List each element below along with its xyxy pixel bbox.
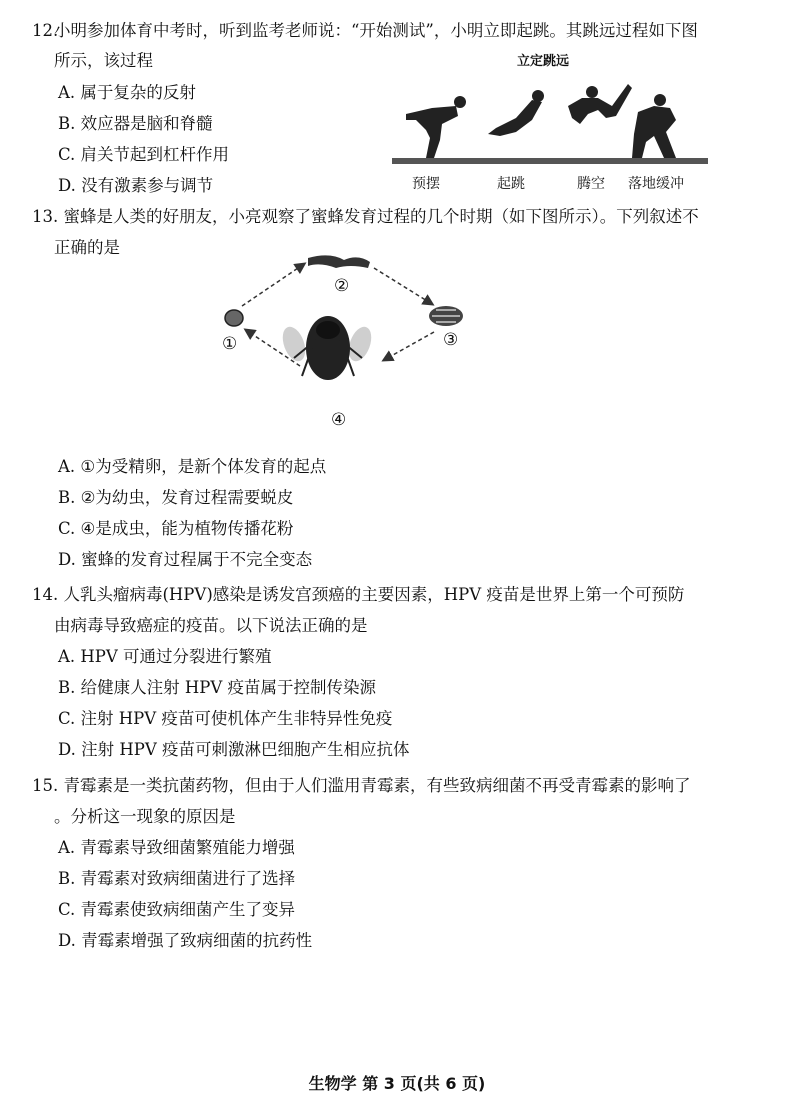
jump-figure-title: 立定跳远 — [517, 54, 570, 69]
jumper-preswing-silhouette — [406, 96, 466, 158]
label-pupa: ③ — [443, 330, 459, 350]
jumper-takeoff-silhouette — [488, 90, 544, 136]
q12-option-c: C. 肩关节起到杠杆作用 — [58, 145, 230, 164]
larva-shape — [308, 255, 370, 268]
q13-stem-line1: 13. 蜜蜂是人类的好朋友，小亮观察了蜜蜂发育过程的几个时期（如下图所示）。下列叙述不 — [32, 207, 699, 226]
q13-stem-line2: 正确的是 — [54, 238, 120, 257]
q15-option-c: C. 青霉素使致病细菌产生了变异 — [58, 900, 296, 919]
stage-label-preswing: 预摆 — [412, 176, 440, 192]
long-jump-figure — [392, 84, 712, 164]
stage-label-flight: 腾空 — [577, 176, 605, 192]
q14-stem-line1: 14. 人乳头瘤病毒(HPV)感染是诱发宫颈癌的主要因素，HPV 疫苗是世界上第一个可预防 — [32, 585, 685, 604]
q14-option-b: B. 给健康人注射 HPV 疫苗属于控制传染源 — [58, 678, 377, 697]
q15-option-b: B. 青霉素对致病细菌进行了选择 — [58, 869, 296, 888]
q14-option-a: A. HPV 可通过分裂进行繁殖 — [58, 647, 272, 666]
q12-stem-line2: 所示，该过程 — [54, 51, 153, 70]
q13-option-a: A. ①为受精卵，是新个体发育的起点 — [58, 457, 327, 476]
label-egg: ① — [222, 334, 238, 354]
q14-stem-line2: 由病毒导致癌症的疫苗。以下说法正确的是 — [54, 616, 368, 635]
q13-option-d: D. 蜜蜂的发育过程属于不完全变态 — [58, 550, 313, 569]
label-larva: ② — [334, 276, 350, 296]
q12-option-d: D. 没有激素参与调节 — [58, 176, 214, 195]
q14-option-d: D. 注射 HPV 疫苗可刺激淋巴细胞产生相应抗体 — [58, 740, 410, 759]
page-footer: 生物学 第 3 页(共 6 页) — [308, 1074, 486, 1093]
jumper-landing-silhouette — [632, 94, 676, 158]
q12-option-b: B. 效应器是脑和脊髓 — [58, 114, 213, 133]
egg-shape — [225, 310, 243, 326]
q15-stem-line2: 。分析这一现象的原因是 — [54, 807, 236, 826]
label-adult: ④ — [331, 410, 347, 430]
stage-label-takeoff: 起跳 — [497, 176, 525, 192]
adult-bee-shape — [278, 316, 375, 380]
q15-option-d: D. 青霉素增强了致病细菌的抗药性 — [58, 931, 313, 950]
q15-option-a: A. 青霉素导致细菌繁殖能力增强 — [58, 838, 295, 857]
q12-number: 12. — [32, 21, 59, 40]
q13-option-b: B. ②为幼虫，发育过程需要蜕皮 — [58, 488, 294, 507]
q15-stem-line1: 15. 青霉素是一类抗菌药物，但由于人们滥用青霉素，有些致病细菌不再受青霉素的影响了 — [32, 776, 691, 795]
q12-option-a: A. 属于复杂的反射 — [58, 83, 196, 102]
q14-option-c: C. 注射 HPV 疫苗可使机体产生非特异性免疫 — [58, 709, 393, 728]
stage-label-landing: 落地缓冲 — [628, 176, 684, 192]
jumper-flight-silhouette — [568, 84, 632, 124]
q13-option-c: C. ④是成虫，能为植物传播花粉 — [58, 519, 294, 538]
bee-lifecycle-diagram — [220, 248, 480, 408]
